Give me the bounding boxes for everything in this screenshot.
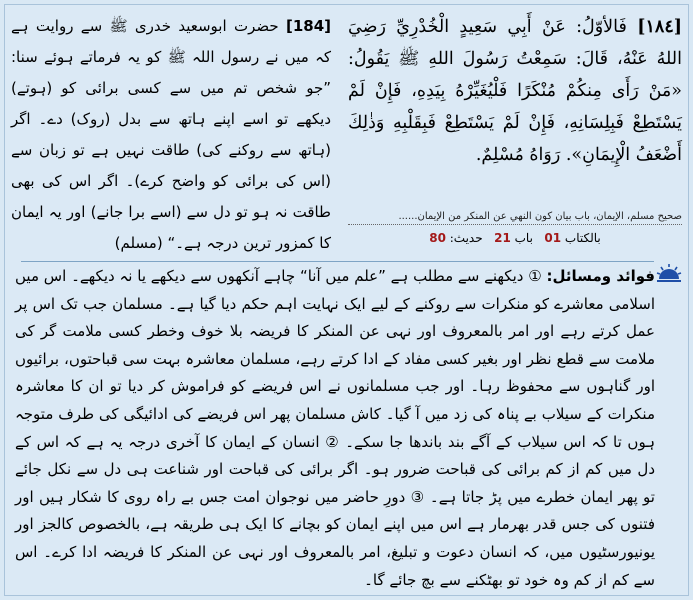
kitab-number: 01: [544, 231, 562, 245]
chapter-prefix: بالکتاب: [564, 231, 601, 245]
hadith-number: 80: [429, 231, 446, 245]
section-divider: [21, 261, 654, 262]
benefits-heading: فوائد ومسائل:: [546, 267, 655, 285]
arabic-hadith-body: فَالأوّلُ: عَنْ أَبِي سَعِيدٍ الْخُدْرِيِّ رَضِيَ اللهُ عَنْهُ، قَالَ: سَمِعْتُ رَسُولَ اللهِ ﷺ يَقُولُ: «مَنْ رَأَى مِنكُمْ مُنْكَرًا فَلْيُغَيِّرْهُ بِيَدِهِ، فَإِنْ لَمْ يَسْتَطِعْ فَبِلِسَانِهِ، فَإِنْ لَمْ يَسْتَطِعْ فَبِقَلْبِهِ وَذٰلِكَ أَضْعَفُ الْإِيمَانِ». رَوَاهُ مُسْلِمٌ.: [348, 17, 682, 165]
source-reference: صحيح مسلم، الإيمان، باب بيان كون النهي عن المنكر من الإيمان......: [348, 211, 682, 225]
benefits-body: ① دیکھنے سے مطلب ہے ”علم میں آنا“ چاہے آنکھوں سے دیکھے یا نہ دیکھے۔ اس میں اسلامی معاشرے کو منکرات سے روکنے کے لیے ایک نہایت اہم حکم دیا گیا ہے۔ مسلمان جب تک اس پر عمل کرتے رہے اور امر بالمعروف اور نہی عن المنکر کا فریضہ بلا خوف وخطر کسی ملامت گر کی ملامت سے قطع نظر اور بغیر کسی مفاد کے ادا کرتے رہے، مسلمان معاشرہ بہت سی قباحتوں، برائیوں اور گناہوں سے محفوظ رہا۔ اور جب مسلمانوں نے اس فریضے کو فراموش کر دیا تو ان کا معاشرہ منکرات کے سیلاب بے پناہ کی زد میں آ گیا۔ کاش مسلمان پھر اس فریضے کی ادائیگی کی طرف متوجہ ہوں تا کہ اس سیلاب کے آگے بند باندھا جا سکے۔ ② انسان کے ایمان کا آخری درجہ یہ ہے کہ اس کے دل میں کم از کم برائی کی قباحت ضرور ہو۔ اگر برائی کی قباحت اور شناعت ہی دل سے نکل جائے تو پھر ایمان خطرے میں پڑ جاتا ہے۔ ③ دورِ حاضر میں نوجوان امت جس بے راہ روی کا شکار ہیں اور فتنوں کی جس قدر بھرمار ہے اس میں اپنے ایمان کو بچانے کا ایک ہی طریقہ ہے، بالخصوص کالجز اور یونیورسٹیوں میں، کہ انسان دعوت و تبلیغ، امر بالمعروف اور نہی عن المنکر کا فریضہ ادا کرے۔ اس سے کم از کم وہ خود تو بھٹکنے سے بچ جائے گا۔: [15, 267, 655, 589]
page: [4, 4, 689, 596]
bab-label: باب: [514, 231, 533, 245]
urdu-hadith-number: [184]: [285, 17, 331, 35]
benefits-section: [15, 263, 655, 594]
urdu-translation: [11, 11, 331, 265]
chapter-reference: [365, 231, 665, 245]
arabic-hadith-text: [348, 11, 682, 207]
sunrise-icon: [656, 263, 682, 285]
arabic-hadith-number: [١٨٤]: [637, 17, 682, 37]
hadith-label: حدیث:: [449, 231, 483, 245]
urdu-translation-body: حضرت ابوسعید خدری ﷺ سے روایت ہے کہ میں نے رسول اللہ ﷺ کو یہ فرماتے ہوئے سنا: ”جو شخص تم میں سے کسی برائی کو (ہوتے) دیکھے تو اسے اپنے ہاتھ سے بدل (روک) دے۔ اگر (ہاتھ سے روکنے کی) طاقت نہیں ہے تو زبان سے (اس کی برائی کو واضح کرے)۔ اگر اس کی بھی طاقت نہ ہو تو دل سے (اسے برا جانے) اور یہ ایمان کا کمزور ترین درجہ ہے۔“ (مسلم): [11, 17, 331, 252]
bab-number: 21: [494, 231, 511, 245]
